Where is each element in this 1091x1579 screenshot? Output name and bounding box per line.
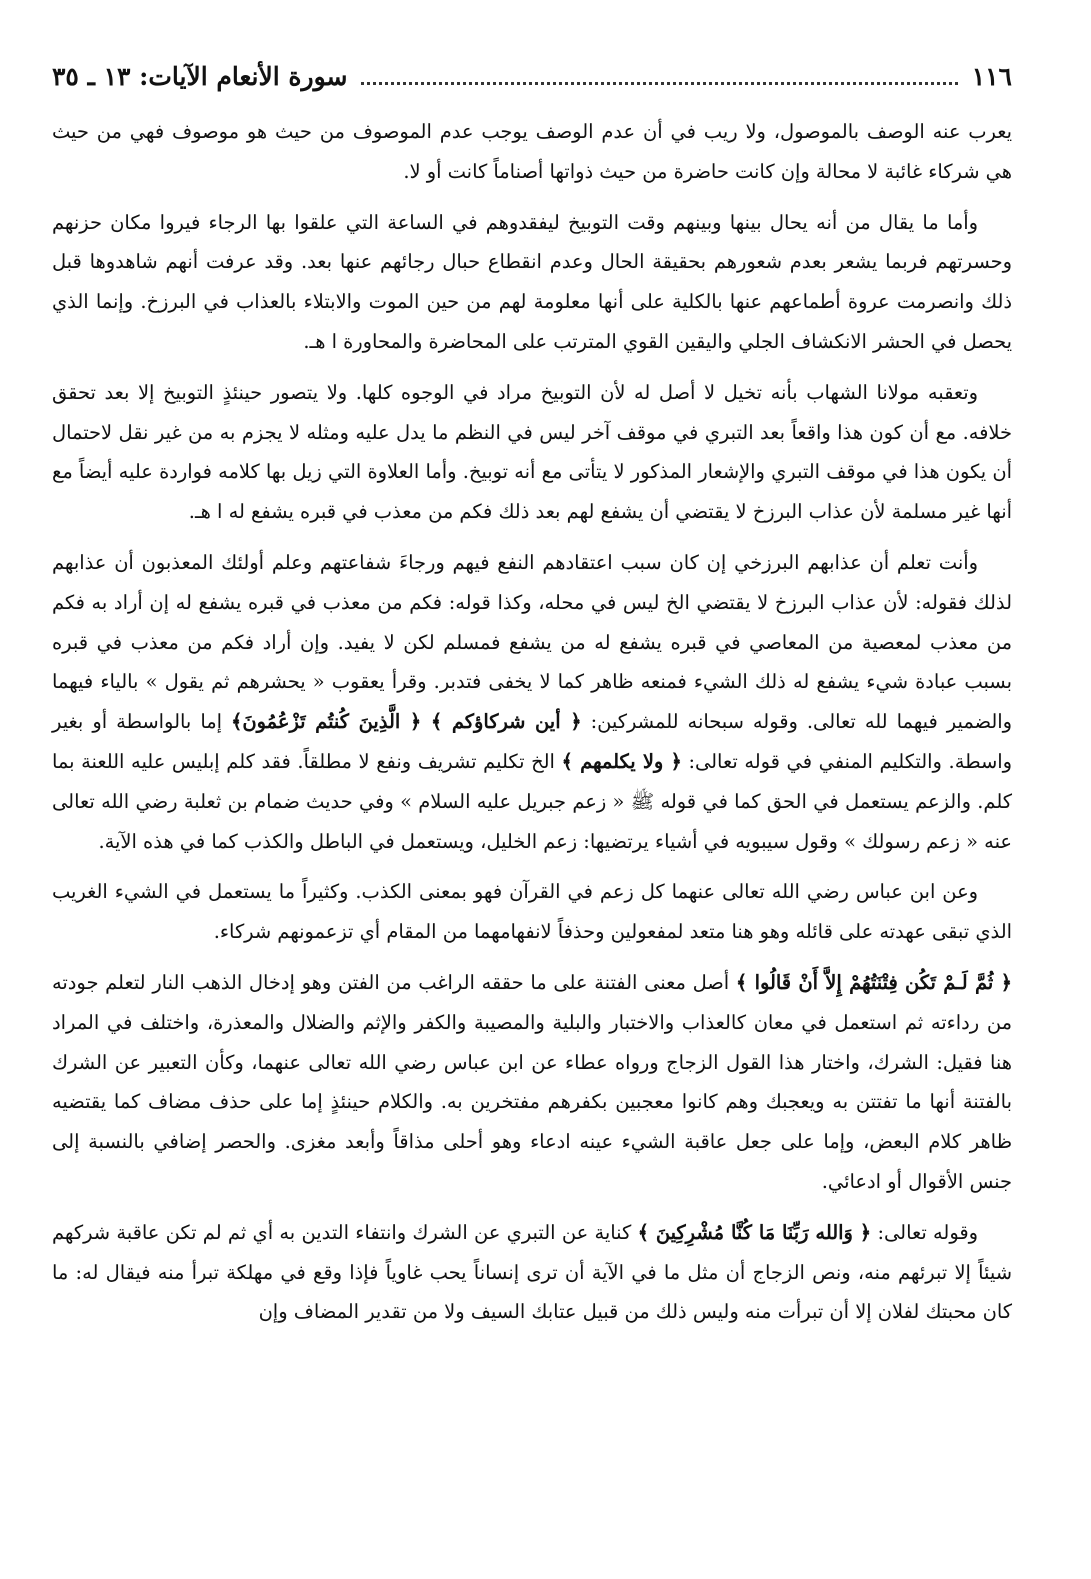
page [52,62,1012,1562]
surah-title: سورة الأنعام الآيات: ١٣ ـ ٣٥ [52,62,348,91]
paragraph-text: وعن ابن عباس رضي الله تعالى عنهما كل زعم في القرآن فهو بمعنى الكذب. وكثيراً ما يستعمل في الشيء الغريب الذي تبقى عهدته على قائله وهو هنا متعد لمفعولين وحذفاً لانفهامهما من المقام أي تزعمونهم شركاء. [52,880,1012,944]
leader-dots [361,68,957,85]
paragraph [52,963,1012,1202]
paragraph-text: أصل معنى الفتنة على ما حققه الراغب من الفتن وهو إدخال الذهب النار لتعلم جودته من رداءته ثم استعمل في معان كالعذاب والاختبار والبلية والمصيبة والكفر والإثم والضلال والمعذرة، واختلف في المراد هنا فقيل: الشرك، واختار هذا القول الزجاج ورواه عطاء عن ابن عباس رضي الله تعالى عنهما، وكأن التعبير عن الشرك بالفتنة أنها ما تفتتن به ويعجبك وهم كانوا معجبين بكفرهم مفتخرين به. والكلام حينئذٍ إما على حذف مضاف كما يقتضيه ظاهر كلام البعض، وإما على جعل عاقبة الشيء عينه ادعاء وهو أحلى مذاقاً وأبعد مغزى. والحصر إضافي بالنسبة إلى جنس الأقوال أو ادعائي. [52,970,1012,1193]
paragraph-text: إما بالواسطة أو بغير واسطة. والتكليم المنفي في قوله تعالى: [52,710,1012,773]
paragraph [52,543,1012,861]
paragraph-text: وقوله تعالى: [871,1220,978,1244]
paragraph-text: كناية عن التبري عن الشرك وانتفاء التدين به أي ثم لم تكن عاقبة شركهم شيئاً إلا تبرئهم منه، ونص الزجاج أن مثل ما في الآية أن ترى إنساناً يحب غاوياً فإذا وقع في مهلكة تبرأ منه فيقال له: ما كان محبتك لفلان إلا أن تبرأت منه وليس ذلك من قبيل عتابك السيف ولا من تقدير المضاف وإن [52,1220,1012,1324]
paragraph [52,1213,1012,1332]
body-text [52,112,1012,1332]
paragraph [52,203,1012,362]
paragraph [52,373,1012,532]
paragraph [52,872,1012,952]
paragraph [52,112,1012,192]
quran-quote: ﴿ ثُمَّ لَـمْ تَكُن فِتْنَتُهُمْ إِلاَّ أَنْ قَالُوا ﴾ [735,970,1012,994]
paragraph-text: الخ تكليم تشريف ونفع لا مطلقاً. فقد كلم إبليس عليه اللعنة بما كلم. والزعم يستعمل في الحق كما في قوله ﷺ « زعم جبريل عليه السلام » وفي حديث ضمام بن ثعلبة رضي الله تعالى عنه « زعم رسولك » وقول سيبويه في أشياء يرتضيها: زعم الخليل، ويستعمل في الباطل والكذب كما في هذه الآية. [52,749,1012,853]
paragraph-text: وأما ما يقال من أنه يحال بينها وبينهم وقت التوبيخ ليفقدوهم في الساعة التي علقوا بها الرجاء فيروا مكان حزنهم وحسرتهم فربما يشعر بعدم شعورهم بحقيقة الحال وعدم انقطاع حبال رجائهم عنها بعد. وقد عرفت أنهم شاهدوها قبل ذلك وانصرمت عروة أطماعهم عنها بالكلية على أنها معلومة لهم من حين الموت والابتلاء بالعذاب في البرزخ. وإنما الذي يحصل في الحشر الانكشاف الجلي واليقين القوي المترتب على المحاضرة والمحاورة ا هـ. [52,210,1012,353]
quran-quote: ﴿ وَالله رَبِّنَا مَا كُنَّا مُشْرِكِينَ ﴾ [637,1220,872,1244]
paragraph-text: وأنت تعلم أن عذابهم البرزخي إن كان سبب اعتقادهم النفع فيهم ورجاءَ شفاعتهم وعلم أولئك المعذبون أن عذابهم لذلك فقوله: لأن عذاب البرزخ لا يقتضي الخ ليس في محله، وكذا قوله: فكم من معذب في قبره يشفع له إن أراد به فكم من معذب لمعصية من المعاصي في قبره يشفع له من يشفع فمسلم لكن لا يفيد. وإن أراد فكم من معذب في قبره بسبب عبادة شيء يشفع له ذلك الشيء فمنعه ظاهر كما لا يخفى فتدبر. وقرأ يعقوب « يحشرهم ثم يقول » بالياء فيهما والضمير فيهما لله تعالى. وقوله سبحانه للمشركين: [52,550,1013,734]
page-number: ١١٦ [971,62,1012,91]
paragraph-text: يعرب عنه الوصف بالموصول، ولا ريب في أن عدم الوصف يوجب عدم الموصوف من حيث هو موصوف فهي من حيث هي شركاء غائبة لا محالة وإن كانت حاضرة من حيث ذواتها أصناماً كانت أو لا. [52,120,1012,183]
quran-quote: ﴿ ولا يكلمهم ﴾ [561,749,682,773]
running-head [52,62,1012,112]
paragraph-text: وتعقبه مولانا الشهاب بأنه تخيل لا أصل له لأن التوبيخ مراد في الوجوه كلها. ولا يتصور حينئذٍ التوبيخ إلا بعد تحقق خلافه. مع أن كون هذا واقعاً بعد التبري في موقف آخر ليس في النظم ما يدل عليه ومثله لا يجزم به من غير نقل لاحتمال أن يكون هذا في موقف التبري والإشعار المذكور لا يتأتى مع أنه توبيخ. وأما العلاوة التي زيل بها كلامه فواردة عليه أيضاً مع أنها غير مسلمة لأن عذاب البرزخ لا يقتضي أن يشفع لهم بعد ذلك فكم من معذب في قبره يشفع له ا هـ. [52,380,1012,524]
quran-quote: ﴿ أين شركاؤكم ﴾ ﴿ الَّذِينَ كُنتُم تَزْعُمُونَ﴾ [231,710,582,734]
